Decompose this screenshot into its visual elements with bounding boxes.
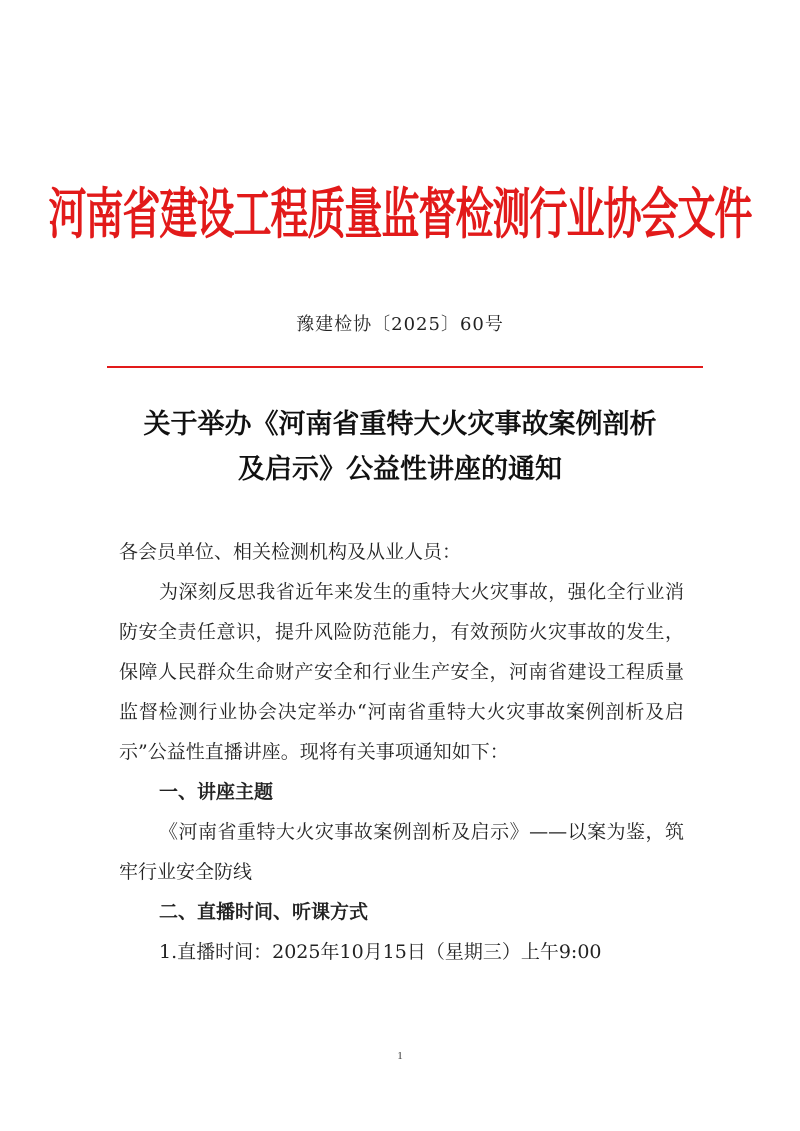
section-1-text: 《河南省重特大火灾事故案例剖析及启示》——以案为鉴，筑牢行业安全防线: [119, 821, 684, 883]
page-number: 1: [397, 1050, 403, 1062]
notice-title-line-1: 关于举办《河南省重特大火灾事故案例剖析: [143, 409, 657, 440]
notice-body: [119, 532, 684, 972]
document-number: 豫建检协〔2025〕60号: [296, 314, 504, 335]
notice-title-line-2: 及启示》公益性讲座的通知: [238, 454, 562, 485]
masthead-title: 河南省建设工程质量监督检测行业协会文件: [48, 180, 752, 246]
red-divider-line: [107, 366, 703, 368]
salutation: 各会员单位、相关检测机构及从业人员：: [119, 541, 462, 563]
section-2-item-1: 1.直播时间：2025年10月15日（星期三）上午9:00: [159, 941, 602, 963]
section-1-heading: 一、讲座主题: [159, 781, 274, 803]
intro-paragraph: 为深刻反思我省近年来发生的重特大火灾事故，强化全行业消防安全责任意识，提升风险防范能力，有效预防火灾事故的发生，保障人民群众生命财产安全和行业生产安全，河南省建设工程质量监督检测行业协会决定举办“河南省重特大火灾事故案例剖析及启示”公益性直播讲座。现将有关事项通知如下：: [119, 581, 684, 763]
notice-title: [100, 402, 700, 492]
section-2-heading: 二、直播时间、听课方式: [159, 901, 369, 923]
